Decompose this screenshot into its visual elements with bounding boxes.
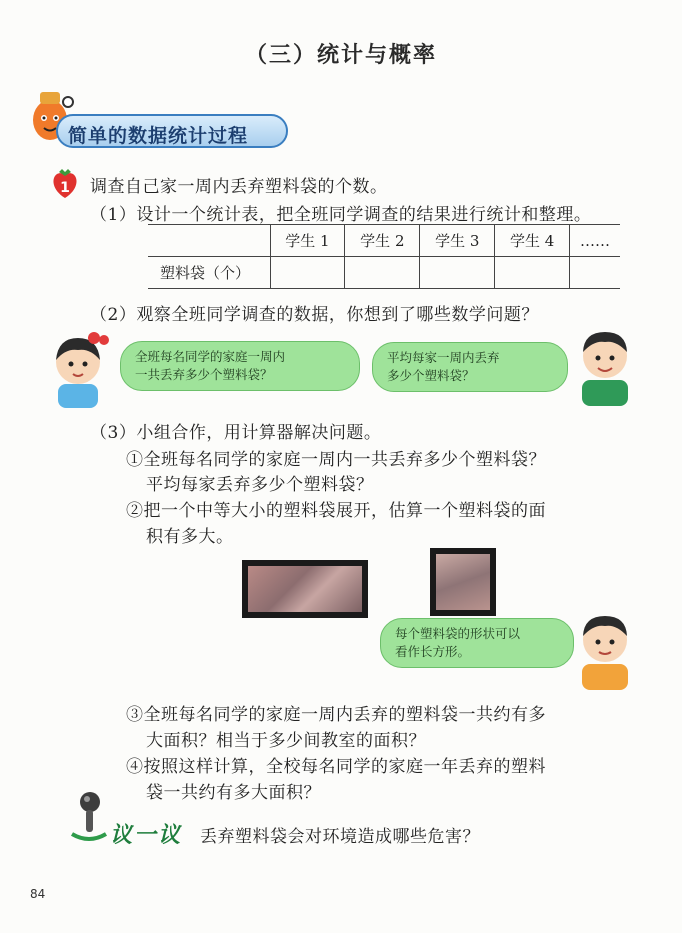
section-title: 简单的数据统计过程 xyxy=(68,125,249,147)
girl-illustration-icon xyxy=(44,328,114,408)
table-header: 学生 4 xyxy=(495,225,570,257)
section-banner xyxy=(56,114,288,148)
discussion-question: 丢弃塑料袋会对环境造成哪些危害？ xyxy=(200,827,480,847)
question-2-line2: 积有多大。 xyxy=(146,527,234,547)
question-4-line1: ④按照这样计算，全校每名同学的家庭一年丢弃的塑料 xyxy=(126,757,546,777)
table-header-row xyxy=(148,225,620,257)
table-row xyxy=(148,257,620,289)
question-1-line1: ①全班每名同学的家庭一周内一共丢弃多少个塑料袋？ xyxy=(126,450,546,470)
page-number: 84 xyxy=(30,887,46,901)
question-3-line2: 大面积？相当于多少间教室的面积？ xyxy=(146,731,426,751)
microphone-icon xyxy=(64,790,114,842)
part1-text: （1）设计一个统计表，把全班同学调查的结果进行统计和整理。 xyxy=(90,205,592,225)
question-2-line1: ②把一个中等大小的塑料袋展开，估算一个塑料袋的面 xyxy=(126,501,546,521)
table-header: 学生 3 xyxy=(420,225,495,257)
question-4-line2: 袋一共约有多大面积？ xyxy=(146,783,321,803)
speech-bubble-boy xyxy=(372,342,568,392)
speech-bubble-girl xyxy=(120,341,360,391)
bubble-line: 一共丢弃多少个塑料袋？ xyxy=(135,367,273,382)
speech-bubble-boy-2 xyxy=(380,618,574,668)
boy-illustration-icon xyxy=(572,322,638,406)
part3-text: （3）小组合作，用计算器解决问题。 xyxy=(90,423,382,443)
table-cell xyxy=(270,257,345,289)
table-cell xyxy=(345,257,420,289)
bubble-line: 平均每家一周内丢弃 xyxy=(387,350,500,365)
table-header: 学生 2 xyxy=(345,225,420,257)
chapter-title: （三）统计与概率 xyxy=(244,43,437,68)
question-1-line2: 平均每家丢弃多少个塑料袋？ xyxy=(146,475,374,495)
table-corner xyxy=(148,225,270,257)
statistics-table xyxy=(148,224,620,289)
row-label: 塑料袋（个） xyxy=(148,257,270,289)
bubble-line: 多少个塑料袋？ xyxy=(387,368,475,383)
plastic-bag-photo-2 xyxy=(430,548,496,616)
bubble-line: 每个塑料袋的形状可以 xyxy=(395,626,521,641)
problem-intro: 调查自己家一周内丢弃塑料袋的个数。 xyxy=(90,177,388,197)
table-cell xyxy=(570,257,620,289)
table-header: …… xyxy=(570,225,620,257)
strawberry-number-icon xyxy=(48,166,82,200)
bubble-line: 全班每名同学的家庭一周内 xyxy=(135,349,286,364)
part2-text: （2）观察全班同学调查的数据，你想到了哪些数学问题？ xyxy=(90,305,539,325)
boy-illustration-2-icon xyxy=(572,606,638,690)
plastic-bag-photo xyxy=(242,560,368,618)
question-3-line1: ③全班每名同学的家庭一周内丢弃的塑料袋一共约有多 xyxy=(126,705,546,725)
discussion-label: 议一议 xyxy=(110,823,183,848)
bubble-line: 看作长方形。 xyxy=(395,644,471,659)
table-cell xyxy=(495,257,570,289)
problem-number: 1 xyxy=(60,180,70,196)
table-header: 学生 1 xyxy=(270,225,345,257)
table-cell xyxy=(420,257,495,289)
